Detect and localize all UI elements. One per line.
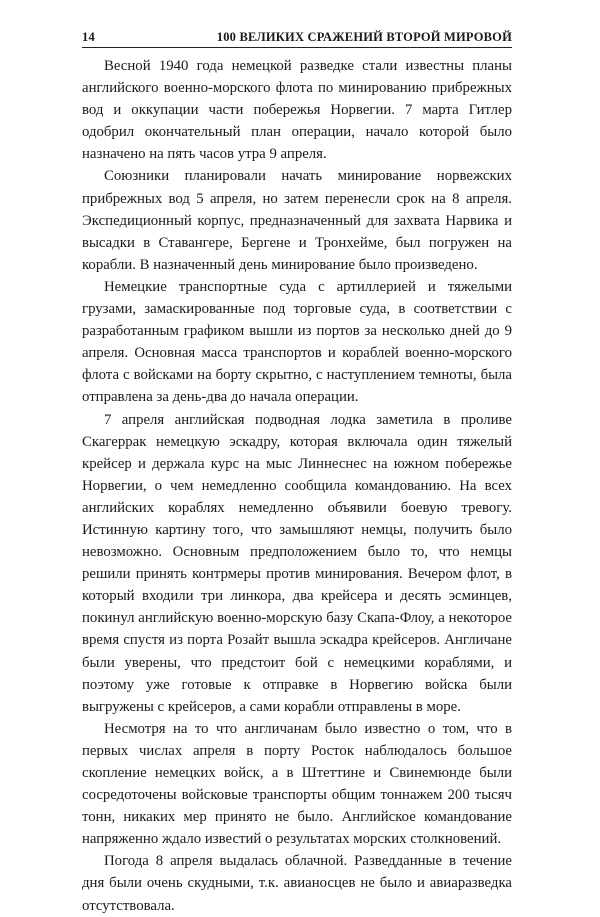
body-text: [82, 55, 512, 917]
paragraph: Погода 8 апреля выдалась облачной. Разведданные в течение дня были очень скудными, т.к. авианосцев не было и авиаразведка отсутствовала.: [82, 853, 512, 914]
paragraph: Немецкие транспортные суда с артиллерией и тяжелыми грузами, замаскированные под торговые суда, в соответствии с разработанным графиком вышли из портов за несколько дней до 9 апреля. Основная масса транспортов и кораблей военно-морского флота с войсками на борту скрытно, с наступлением темноты, была отправлена за день-два до начала операции.: [82, 278, 512, 406]
paragraph: Весной 1940 года немецкой разведке стали известны планы английского военно-морского флота по минированию прибрежных вод и оккупации части побережья Норвегии. 7 марта Гитлер одобрил окончательный план операции, начало которой было назначено на пять часов утра 9 апреля.: [82, 58, 512, 163]
running-title: 100 ВЕЛИКИХ СРАЖЕНИЙ ВТОРОЙ МИРОВОЙ: [216, 30, 512, 44]
paragraph: Союзники планировали начать минирование норвежских прибрежных вод 5 апреля, но затем перенесли срок на 8 апреля. Экспедиционный корпус, предназначенный для захвата Нарвика и высадки в Ставангере, Бергене и Тронхейме, был погружен на корабли. В назначенный день минирование было произведено.: [82, 168, 512, 273]
paragraph: 7 апреля английская подводная лодка заметила в проливе Скагеррак немецкую эскадру, которая включала один тяжелый крейсер и держала курс на мыс Линнеснес на южном побережье Норвегии, о чем немедленно сообщила командованию. На всех английских кораблях немедленно объявили боевую тревогу. Истинную картину того, что замышляют немцы, получить было невозможно. Основным предположением было то, что немцы решили принять контрмеры против минирования. Вечером флот, в который входили три линкора, два крейсера и десять эсминцев, покинул английскую военно-морскую базу Скапа-Флоу, а некоторое время спустя из порта Розайт вышла эскадра крейсеров. Англичане были уверены, что предстоит бой с немецкими кораблями, и поэтому уже готовые к отправке в Норвегию войска были выгружены с крейсеров, а сами корабли отправлены в море.: [82, 411, 512, 715]
paragraph: Несмотря на то что англичанам было известно о том, что в первых числах апреля в порту Росток наблюдалось большое скопление немецких войск, а в Штеттине и Свинемюнде были сосредоточены войсковые транспорты общим тоннажем 200 тысяч тонн, никаких мер принято не было. Английское командование напряженно ждало известий о результатах морских столкновений.: [82, 720, 512, 848]
page-number: 14: [82, 30, 95, 44]
page-header: [82, 27, 512, 48]
